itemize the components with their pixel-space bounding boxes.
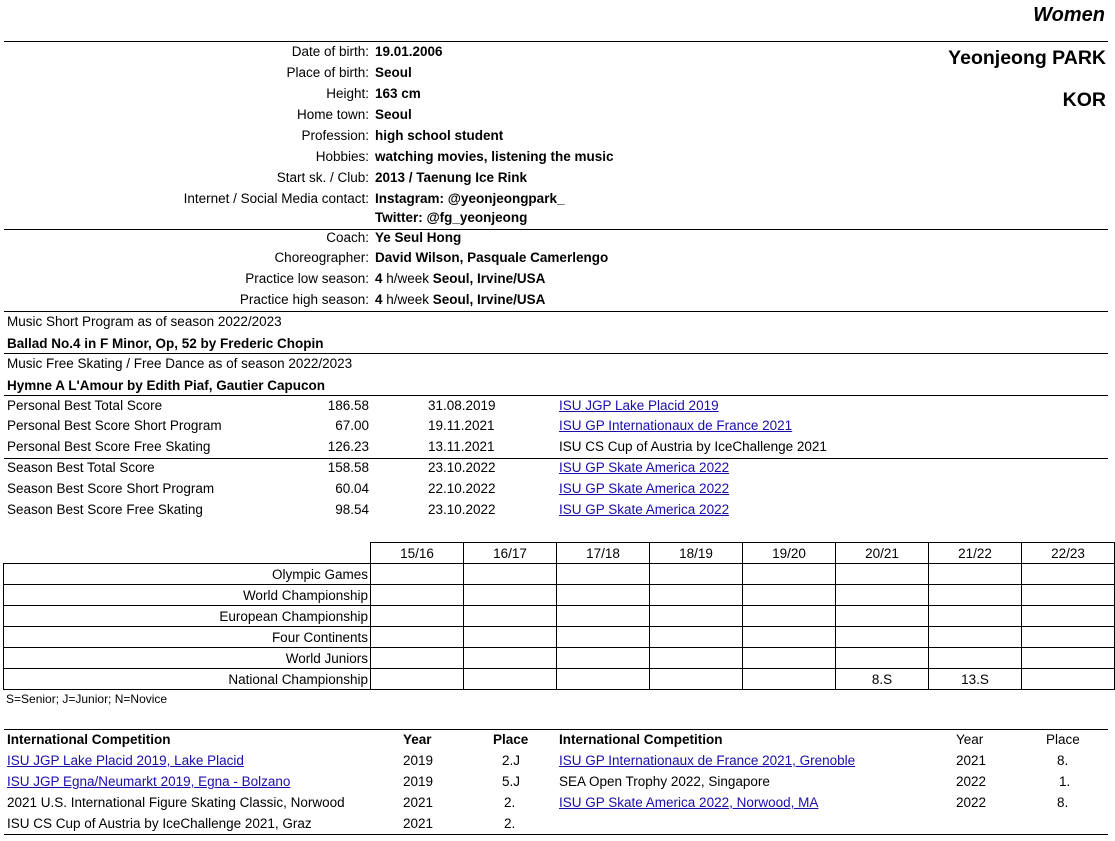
score-event-link[interactable]: ISU GP Skate America 2022 <box>559 502 730 517</box>
competition-place: 5.J <box>502 774 521 789</box>
bio-label: Date of birth: <box>291 44 369 59</box>
season-header: 17/18 <box>557 543 650 564</box>
score-date: 13.11.2021 <box>428 439 495 454</box>
practice-low-value: 4 h/week Seoul, Irvine/USA <box>375 271 546 286</box>
fs-music-label: Music Free Skating / Free Dance as of season 2022/2023 <box>7 356 353 371</box>
place-header: Place <box>1046 732 1080 747</box>
bio-label: Place of birth: <box>286 65 369 80</box>
table-row <box>4 648 1115 669</box>
competition-place: 2. <box>504 816 516 831</box>
choreographer-value: David Wilson, Pasquale Camerlengo <box>375 250 609 265</box>
score-value: 186.58 <box>327 398 369 413</box>
table-row <box>4 564 1115 585</box>
score-label: Season Best Score Free Skating <box>7 502 203 517</box>
table-row <box>4 585 1115 606</box>
divider <box>4 395 1108 396</box>
score-label: Season Best Score Short Program <box>7 481 215 496</box>
competition-link[interactable]: ISU GP Internationaux de France 2021, Grenoble <box>559 753 856 768</box>
score-label: Personal Best Score Free Skating <box>7 439 211 454</box>
competition-link[interactable]: ISU GP Skate America 2022, Norwood, MA <box>559 795 819 810</box>
table-row <box>4 669 1115 690</box>
season-header: 20/21 <box>836 543 929 564</box>
year-header: Year <box>403 732 432 747</box>
score-label: Season Best Total Score <box>7 460 155 475</box>
result-cell: 8.S <box>836 669 929 690</box>
competition-year: 2019 <box>403 753 434 768</box>
competition-year: 2019 <box>403 774 434 789</box>
result-cell: 13.S <box>929 669 1022 690</box>
category-title: Women <box>1033 4 1105 26</box>
athlete-name: Yeonjeong PARK <box>948 47 1106 69</box>
divider <box>4 311 1108 312</box>
bio-label: Height: <box>326 86 369 101</box>
bio-value: 19.01.2006 <box>375 44 443 59</box>
sp-music-title: Ballad No.4 in F Minor, Op, 52 by Frederic Chopin <box>7 336 324 351</box>
season-header: 16/17 <box>464 543 557 564</box>
competition-place: 8. <box>1057 753 1069 768</box>
bio-value: watching movies, listening the music <box>375 149 614 164</box>
bio-value: high school student <box>375 128 504 143</box>
divider <box>4 834 1108 835</box>
competition-link[interactable]: ISU JGP Egna/Neumarkt 2019, Egna - Bolzano <box>7 774 291 789</box>
championship-label: European Championship <box>4 606 371 627</box>
score-date: 23.10.2022 <box>428 502 496 517</box>
competition-year: 2021 <box>403 795 434 810</box>
bio-label: Hobbies: <box>315 149 369 164</box>
score-event-link[interactable]: ISU JGP Lake Placid 2019 <box>559 398 719 413</box>
coach-value: Ye Seul Hong <box>375 230 462 245</box>
score-value: 98.54 <box>335 502 369 517</box>
competition-year: 2022 <box>956 774 987 789</box>
score-event-link[interactable]: ISU GP Internationaux de France 2021 <box>559 418 793 433</box>
year-header: Year <box>956 732 984 747</box>
score-event-link[interactable]: ISU GP Skate America 2022 <box>559 481 730 496</box>
competition-header: International Competition <box>559 732 723 747</box>
score-value: 60.04 <box>335 481 369 496</box>
championship-label: World Juniors <box>4 648 371 669</box>
score-value: 67.00 <box>335 418 369 433</box>
score-event: ISU CS Cup of Austria by IceChallenge 2021 <box>559 439 827 454</box>
competition-name: 2021 U.S. International Figure Skating Classic, Norwood <box>7 795 345 810</box>
score-label: Personal Best Total Score <box>7 398 163 413</box>
bio-value: 2013 / Taenung Ice Rink <box>375 170 528 185</box>
legend-note: S=Senior; J=Junior; N=Novice <box>6 692 168 706</box>
twitter-contact: Twitter: @fg_yeonjeong <box>375 210 528 225</box>
competition-header: International Competition <box>7 732 171 747</box>
score-event-link[interactable]: ISU GP Skate America 2022 <box>559 460 730 475</box>
training-label: Practice low season: <box>245 271 369 286</box>
score-date: 23.10.2022 <box>428 460 496 475</box>
bio-value: 163 cm <box>375 86 421 101</box>
instagram-contact: Instagram: @yeonjeongpark_ <box>375 191 565 206</box>
championship-label: Four Continents <box>4 627 371 648</box>
competition-place: 2.J <box>502 753 521 768</box>
sp-music-label: Music Short Program as of season 2022/2023 <box>7 314 282 329</box>
table-row <box>4 606 1115 627</box>
season-header: 18/19 <box>650 543 743 564</box>
score-date: 22.10.2022 <box>428 481 496 496</box>
bio-value: Seoul <box>375 107 412 122</box>
bio-label: Start sk. / Club: <box>276 170 369 185</box>
competition-name: ISU CS Cup of Austria by IceChallenge 2021, Graz <box>7 816 312 831</box>
season-header: 22/23 <box>1022 543 1115 564</box>
divider <box>4 458 1108 459</box>
divider <box>4 729 1108 730</box>
fs-music-title: Hymne A L'Amour by Edith Piaf, Gautier Capucon <box>7 378 325 393</box>
divider <box>4 41 1108 42</box>
competition-name: SEA Open Trophy 2022, Singapore <box>559 774 770 789</box>
bio-label: Home town: <box>296 107 369 122</box>
championship-label: Olympic Games <box>4 564 371 585</box>
divider <box>4 229 1108 230</box>
table-row <box>4 627 1115 648</box>
competition-place: 8. <box>1057 795 1069 810</box>
competition-year: 2021 <box>403 816 434 831</box>
championship-label: World Championship <box>4 585 371 606</box>
practice-high-value: 4 h/week Seoul, Irvine/USA <box>375 292 546 307</box>
athlete-nation: KOR <box>1062 89 1106 111</box>
bio-value: Seoul <box>375 65 412 80</box>
competition-place: 1. <box>1059 774 1071 789</box>
score-date: 19.11.2021 <box>428 418 495 433</box>
season-header: 19/20 <box>743 543 836 564</box>
training-label: Coach: <box>326 230 369 245</box>
competition-link[interactable]: ISU JGP Lake Placid 2019, Lake Placid <box>7 753 244 768</box>
score-value: 158.58 <box>327 460 369 475</box>
training-label: Practice high season: <box>239 292 369 307</box>
bio-label: Profession: <box>301 128 369 143</box>
place-header: Place <box>493 732 529 747</box>
divider <box>4 353 1108 354</box>
season-results-table <box>3 542 1115 690</box>
score-value: 126.23 <box>327 439 369 454</box>
bio-label: Internet / Social Media contact: <box>183 191 369 206</box>
season-header: 21/22 <box>929 543 1022 564</box>
score-date: 31.08.2019 <box>428 398 496 413</box>
season-header: 15/16 <box>371 543 464 564</box>
score-label: Personal Best Score Short Program <box>7 418 222 433</box>
competition-year: 2021 <box>956 753 987 768</box>
training-label: Choreographer: <box>274 250 369 265</box>
championship-label: National Championship <box>4 669 371 690</box>
competition-year: 2022 <box>956 795 987 810</box>
competition-place: 2. <box>504 795 516 810</box>
